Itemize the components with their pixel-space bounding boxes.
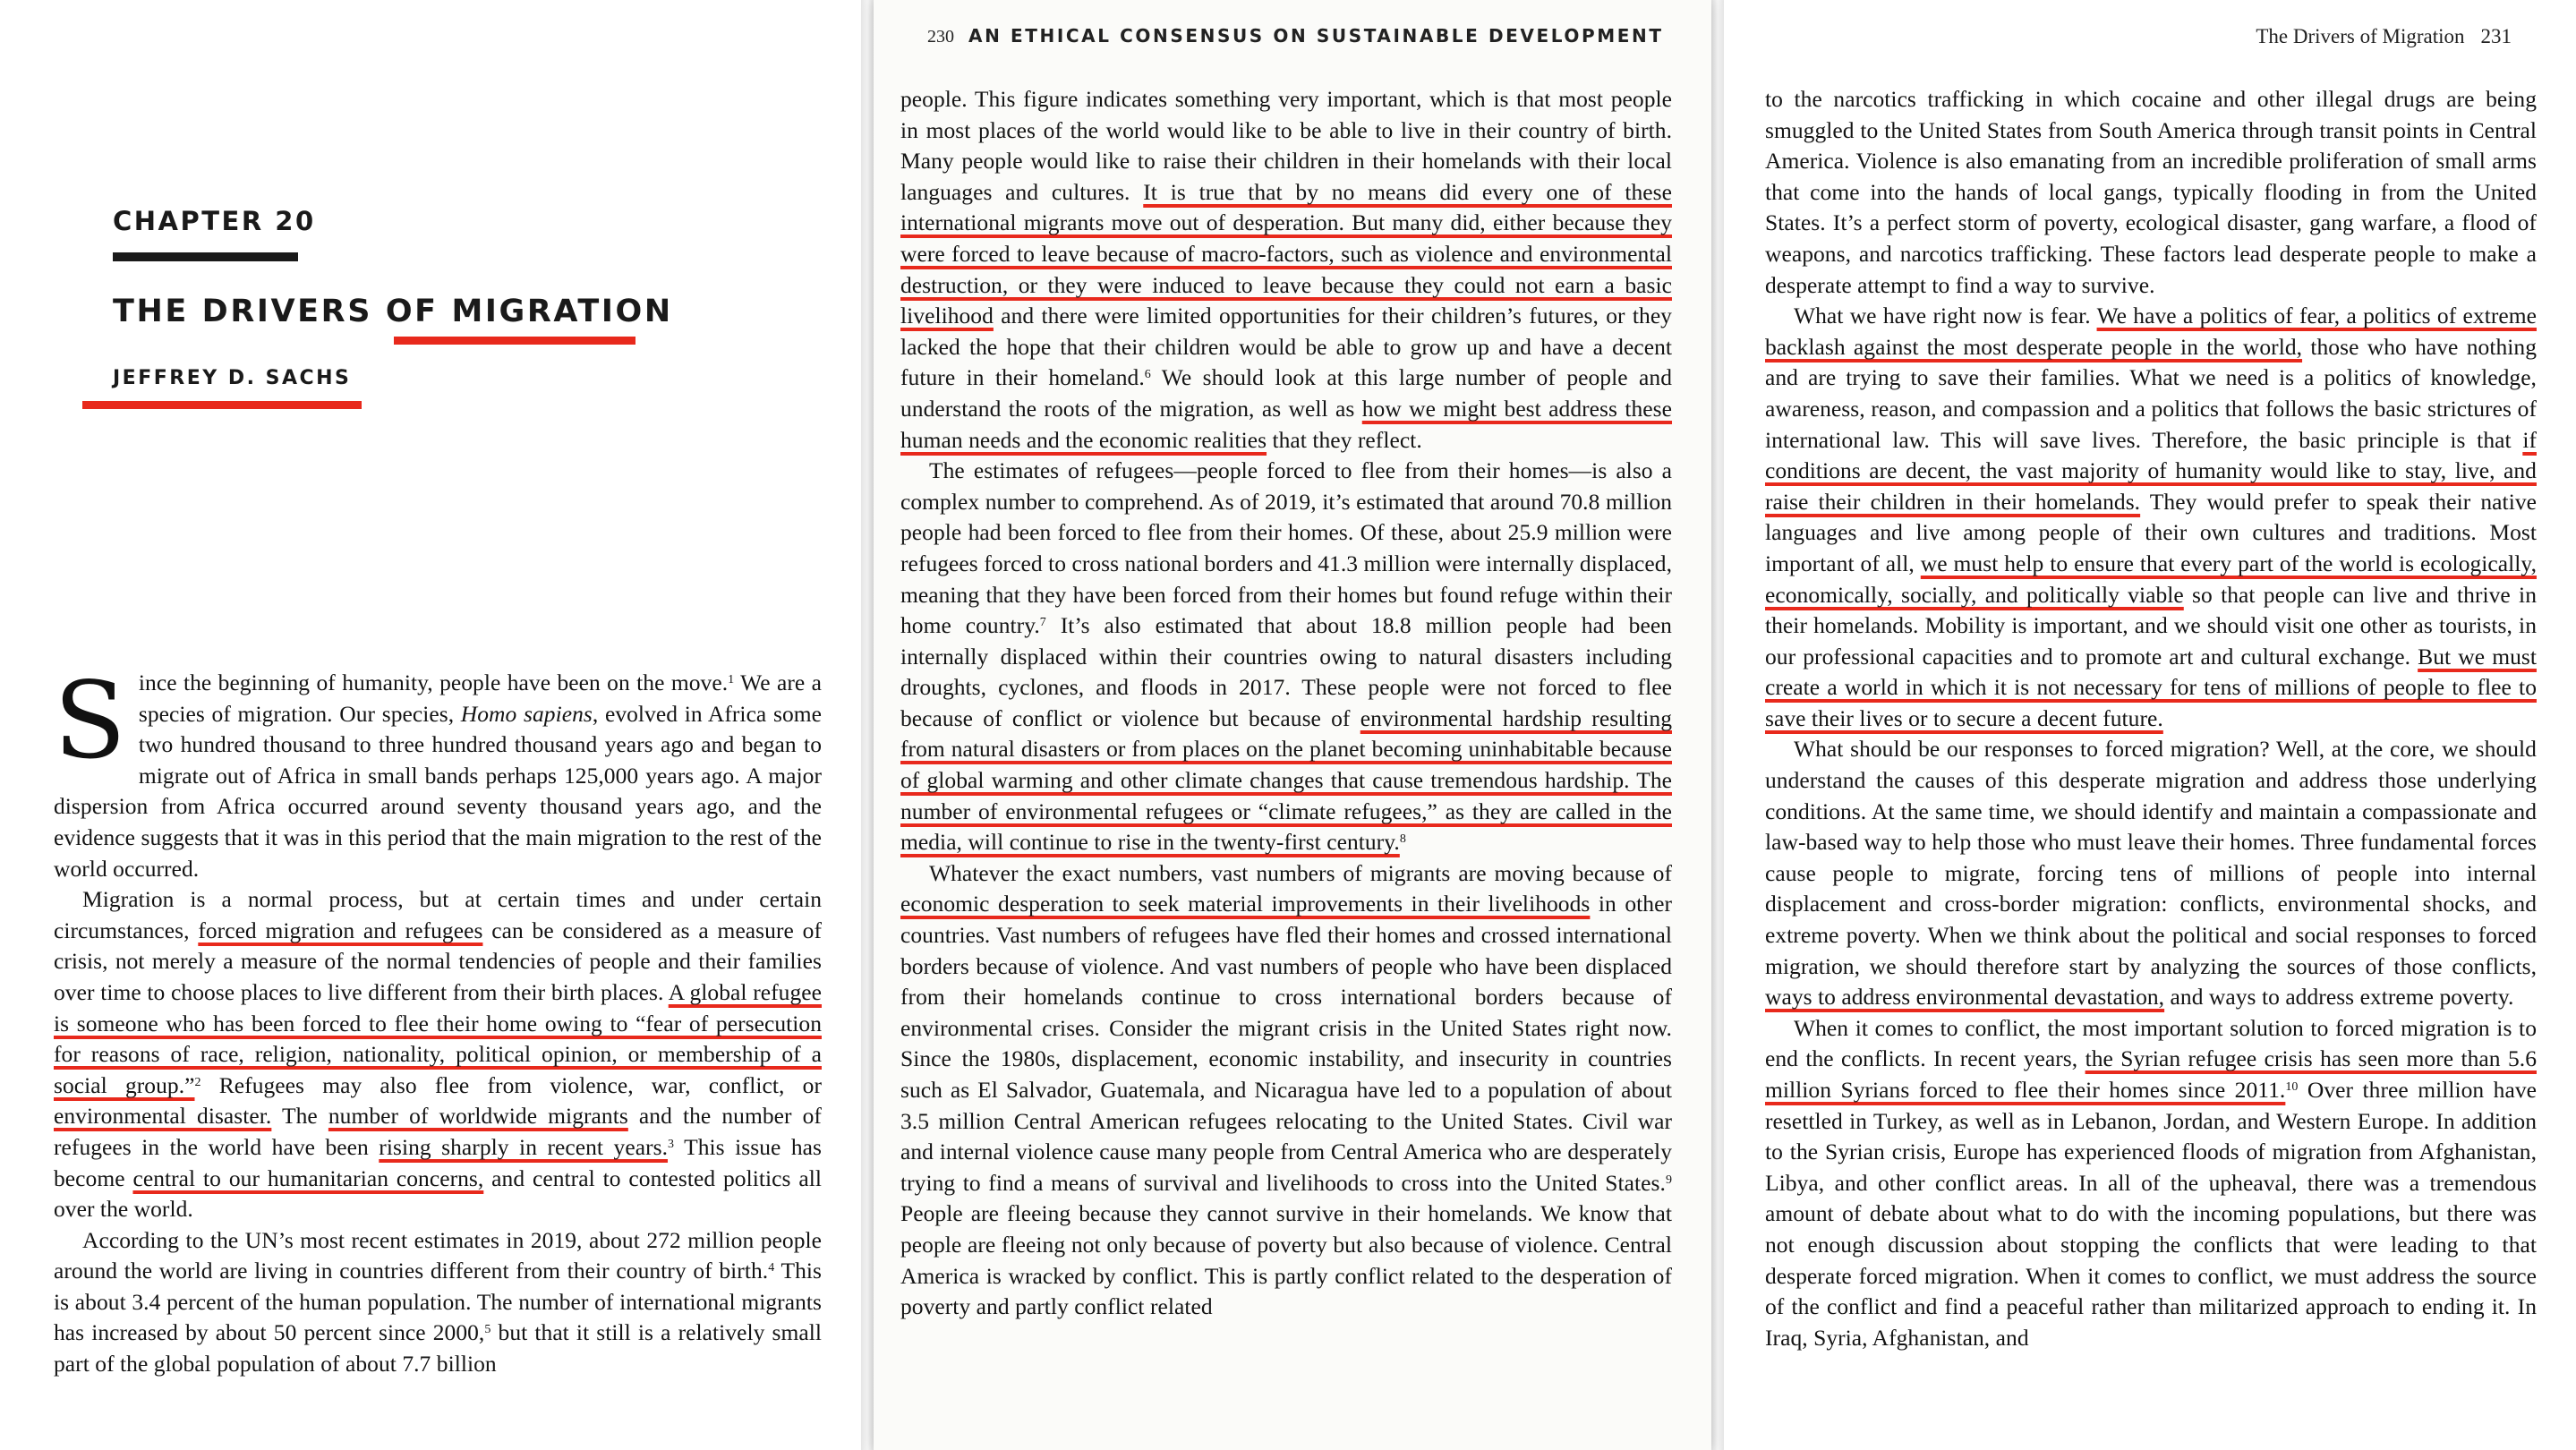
highlighted-text: number of worldwide migrants <box>328 1103 628 1130</box>
highlighted-text: forced migration and refugees <box>198 917 483 943</box>
footnote-ref: 6 <box>1144 368 1151 382</box>
footnote-ref: 7 <box>1039 616 1046 630</box>
page-number: 231 <box>2480 25 2512 47</box>
footnote-ref: 5 <box>484 1323 491 1337</box>
text-run: and the number of refugees in the world have been <box>54 1103 822 1160</box>
highlighted-text: if conditions are decent, the vast majority of humanity would like to stay, live, and raise their children in their homelands. <box>1765 426 2537 515</box>
text-run: Over three million have resettled in Turkey, as well as in Lebanon, Jordan, and Western Europe. In addition to the Syrian crisis, Europe has experienced floods of migration from Afghanistan, Libya, and other conflict areas. In all of the upheaval, there was a tremendous amount of debate about what to do with the incoming populations, but there was not enough discussion about stopping the conflicts that were leading to that desperate forced migration. When it comes to conflict, we must address the source of the conflict and find a peaceful rather than militarized approach to ending it. In Iraq, Syria, Afghanistan, and <box>1765 1077 2538 1351</box>
text-run: in other countries. Vast numbers of refugees have fled their homes and crossed international borders because of violence. And vast numbers of people who have been displaced from their homelands continue to cross international borders because of environmental crises. Consider the migrant crisis in the United States right now. Since the 1980s, displacement, economic instability, and insecurity in countries such as El Salvador, Guatemala, and Nicaragua have led to a population of about 3.5 million Central American refugees relocating to the United States. Civil war and internal violence cause many people from Central America who are desperately trying to find a means of survival and livelihoods to cross into the United States. <box>900 891 1672 1196</box>
page-right <box>1724 0 2576 1450</box>
book-gutter-right <box>1711 0 1724 1450</box>
text-run: The estimates of refugees—people forced to flee from their homes—is also a complex number to comprehend. As of 2019, it’s estimated that around 70.8 million people had been forced to flee from their homes. Of these, about 25.9 million were refugees forced to cross national borders and 41.3 million were internally displaced, meaning that they have been forced from their homes but found refuge within their home country. <box>900 457 1672 639</box>
paragraph <box>1765 1013 2537 1354</box>
running-head <box>927 25 1664 47</box>
right-page-body <box>1765 84 2537 1353</box>
text-run: those who have nothing and are trying to save their families. What we need is a politics of knowledge, awareness, reason, and compassion and a politics that follows the basic strictures of international law. This will save lives. Therefore, the basic principle is that <box>1765 333 2537 453</box>
paragraph <box>1765 301 2537 734</box>
paragraph <box>1765 84 2537 301</box>
highlighted-text: how we might best address these human needs and the economic realities <box>900 395 1673 453</box>
chapter-rule <box>113 252 298 261</box>
text-run: and there were limited opportunities for their children’s futures, or they lacked the hope that their children would be able to grow up and have a decent future in their homeland. <box>900 303 1672 391</box>
paragraph <box>900 456 1672 858</box>
paragraph <box>54 659 822 884</box>
paragraph <box>900 84 1672 456</box>
text-run: and ways to address extreme poverty. <box>2164 984 2514 1011</box>
page-left <box>0 0 861 1450</box>
highlighted-text: rising sharply in recent years. <box>379 1133 669 1160</box>
text-run: When it comes to conflict, the most important solution to forced migration is to end the conflicts. In recent years, <box>1765 1014 2537 1072</box>
paragraph <box>54 1225 822 1380</box>
title-highlight-mark <box>394 337 635 345</box>
footnote-ref: 4 <box>768 1261 775 1275</box>
paragraph <box>1765 734 2537 1012</box>
footnote-ref: 8 <box>1399 832 1406 847</box>
text-run: Refugees may also flee from violence, war, conflict, or <box>200 1071 822 1098</box>
paragraph <box>54 884 822 1225</box>
highlighted-text: environmental hardship resulting from natural disasters or from places on the planet becoming uninhabitable because of global warming and other climate changes that cause tremendous hardship. The number of environmental refugees or “climate refugees,” as they are called in the media, will continue to rise in the twenty-first century. <box>900 704 1672 856</box>
footnote-ref: 1 <box>728 673 735 687</box>
text-run: This is about 3.4 percent of the human population. The number of international migrants has increased by about 50 percent since 2000, <box>54 1258 823 1346</box>
page-number: 230 <box>927 27 954 47</box>
text-run: and central to contested politics all over the world. <box>54 1164 822 1223</box>
italic-text: Homo sapiens <box>460 700 593 727</box>
middle-page-body <box>900 84 1672 1323</box>
text-run: to the narcotics trafficking in which cocaine and other illegal drugs are being smuggled to the United States from South America through transit points in Central America. Violence is also emanating from an incredible proliferation of small arms that come into the hands of local gangs, typically flooding in from the United States. It’s a perfect storm of poverty, ecological disaster, gang warfare, a flood of weapons, and narcotics trafficking. These factors lead desperate people to make a desperate attempt to find a way to survive. <box>1765 86 2537 298</box>
text-run: They would prefer to speak their native languages and live among people of their own cultures and traditions. Most important of all, <box>1765 488 2537 576</box>
text-run: but that it still is a relatively small part of the global population of about 7.7 billion <box>54 1319 822 1378</box>
running-head-title: AN ETHICAL CONSENSUS ON SUSTAINABLE DEVELOPMENT <box>968 25 1664 47</box>
drop-cap: S <box>54 659 126 782</box>
chapter-author: JEFFREY D. SACHS <box>113 367 352 389</box>
text-run: What we have right now is fear. <box>1794 303 2097 329</box>
text-run: We should look at this large number of people and understand the roots of the migration, as well as <box>900 364 1672 422</box>
highlighted-text: we must help to ensure that every part of the world is ecologically, economically, socially, and politically viable <box>1765 550 2538 608</box>
highlighted-text: But we must create a world in which it is not necessary for tens of millions of people to flee to save their lives or to secure a decent future. <box>1765 643 2537 731</box>
highlighted-text: economic desperation to seek material improvements in their livelihoods <box>900 891 1591 917</box>
text-run: What should be our responses to forced migration? Well, at the core, we should understand the causes of this desperate migration and address those underlying conditions. At the same time, we should identify and maintain a compassionate and law-based way to help those who must leave their homes. Three fundamental forces cause people to migrate, forcing tens of millions of people into internal displacement and cross-border migration: conflicts, environmental shocks, and extreme poverty. When we think about the political and social responses to forced migration, we should therefore start by analyzing the sources of those conflicts, <box>1765 736 2537 979</box>
text-run: People are fleeing because they cannot survive in their homelands. We know that people are fleeing not only because of poverty but also because of violence. Central America is wracked by conflict. This is partly conflict related to the desperation of poverty and partly conflict related <box>900 1200 1672 1320</box>
text-run: This issue has become <box>54 1133 822 1191</box>
footnote-ref: 9 <box>1665 1173 1672 1187</box>
running-head <box>2256 25 2512 48</box>
chapter-label: CHAPTER 20 <box>113 206 316 236</box>
text-run: We are a species of migration. Our species, <box>138 670 822 727</box>
highlighted-text: the Syrian refugee crisis has seen more than 5.6 million Syrians forced to flee their homes since 2011. <box>1765 1045 2537 1103</box>
text-run: people. This figure indicates something very important, which is that most people in most places of the world would like to be able to live in their country of birth. Many people would like to raise their children in their homelands with their local languages and cultures. <box>900 86 1672 205</box>
highlighted-text: environmental disaster. <box>54 1103 272 1130</box>
text-run: so that people can live and thrive in their homelands. Mobility is important, and we should visit one other as tourists, in our professional capacities and to promote art and cultural exchange. <box>1765 581 2537 670</box>
paragraph <box>900 858 1672 1323</box>
page-middle <box>874 0 1711 1450</box>
chapter-title: THE DRIVERS OF MIGRATION <box>113 294 673 329</box>
author-highlight-mark <box>82 401 362 409</box>
text-run: The <box>271 1103 328 1130</box>
text-run: Whatever the exact numbers, vast numbers of migrants are moving because of <box>929 859 1672 886</box>
footnote-ref: 2 <box>194 1075 201 1089</box>
text-run: According to the UN’s most recent estimates in 2019, about 272 million people around the world are living in countries different from their country of birth. <box>54 1226 822 1284</box>
footnote-ref: 10 <box>2285 1080 2299 1094</box>
left-page-body <box>54 659 823 1380</box>
paragraph-text <box>54 659 822 882</box>
highlighted-text: We have a politics of fear, a politics of extreme backlash against the most desperate people in the world, <box>1765 303 2537 360</box>
text-run: , evolved in Africa some two hundred thousand to three hundred thousand years ago and began to migrate out of Africa in small bands perhaps 125,000 years ago. A major dispersion from Africa occurred around seventy thousand years ago, and the evidence suggests that it was in this period that the main migration to the rest of the world occurred. <box>54 700 822 882</box>
text-run: can be considered as a measure of crisis, not merely a measure of the normal tendencies of people and their families over time to choose places to live different from their birth places. <box>54 917 822 1005</box>
book-gutter-left <box>861 0 874 1450</box>
highlighted-text: central to our humanitarian concerns, <box>132 1164 484 1191</box>
highlighted-text: It is true that by no means did every one of these international migrants move out of desperation. But many did, either because they were forced to leave because of macro-factors, such as violence and environmental destruction, or they were induced to leave because they could not earn a basic livelihood <box>900 178 1672 329</box>
text-run: Migration is a normal process, but at certain times and under certain circumstances, <box>54 886 822 943</box>
text-run: ince the beginning of humanity, people have been on the move. <box>138 670 729 695</box>
running-head-title: The Drivers of Migration <box>2256 25 2465 47</box>
footnote-ref: 3 <box>668 1137 675 1151</box>
text-run: It’s also estimated that about 18.8 million people had been internally displaced within their countries owing to natural disasters including droughts, cyclones, and floods in 2017. These people were not forced to flee because of conflict or violence but because of <box>900 612 1672 731</box>
text-run: that they reflect. <box>1267 426 1422 453</box>
highlighted-text: A global refugee is someone who has been forced to flee their home owing to “fear of persecution for reasons of race, religion, nationality, political opinion, or membership of a social group.” <box>54 978 823 1098</box>
highlighted-text: ways to address environmental devastation, <box>1765 984 2165 1011</box>
